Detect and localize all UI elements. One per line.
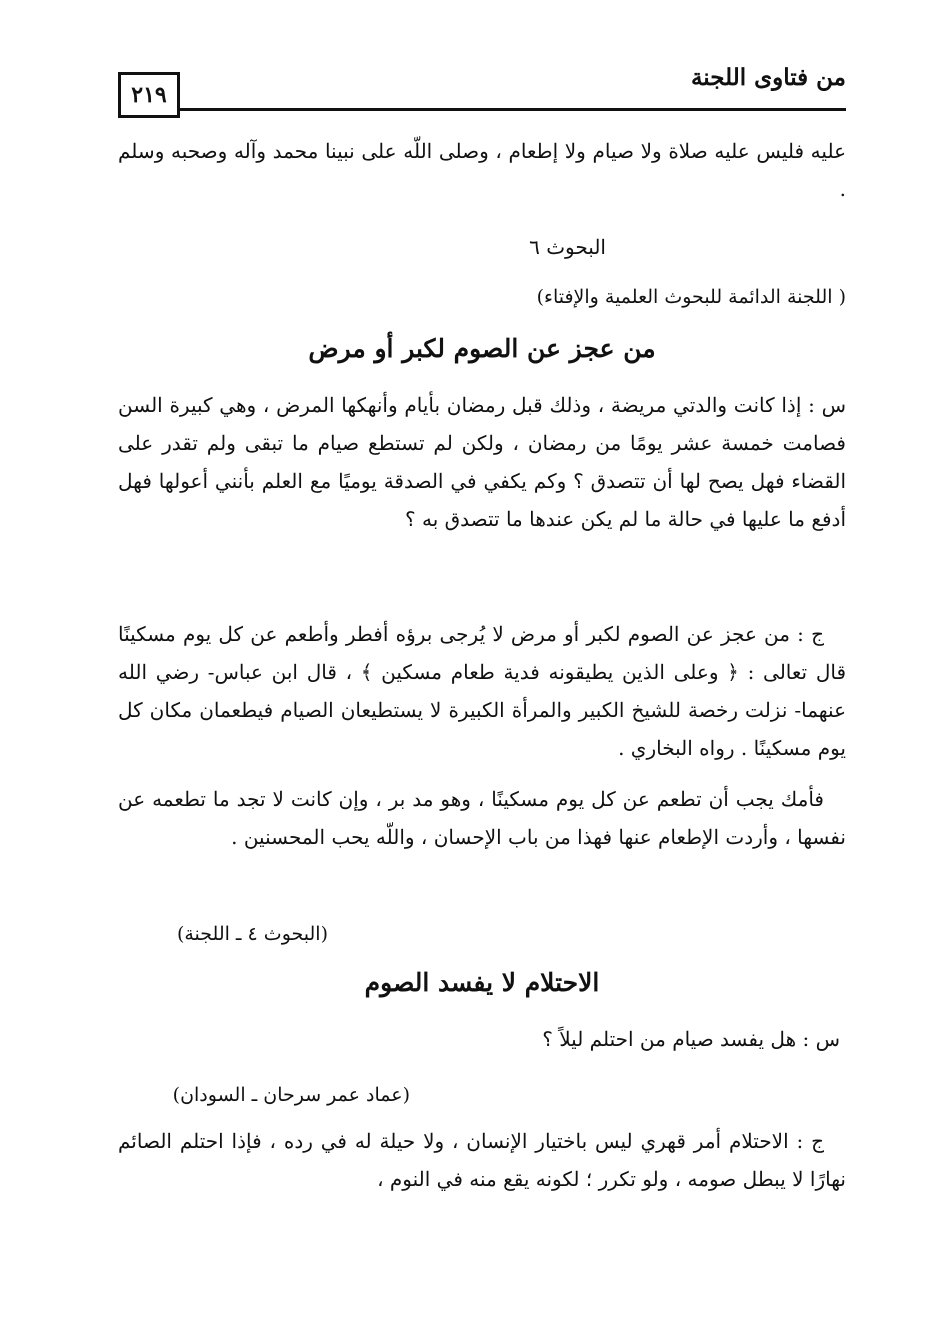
section-2-title: الاحتلام لا يفسد الصوم: [364, 968, 600, 997]
running-header-title: من فتاوى اللجنة: [690, 64, 846, 91]
section-2-source: (البحوث ٤ ـ اللجنة): [176, 923, 328, 945]
section-2-question: س : هل يفسد صيام من احتلم ليلاً ؟: [542, 1027, 840, 1051]
section-1-source: ( اللجنة الدائمة للبحوث العلمية والإفتاء): [536, 286, 846, 308]
section-1-answer: ج : من عجز عن الصوم لكبر أو مرض لا يُرجى برؤه أفطر وأطعم عن كل يوم مسكينًا قال تعالى : ﴿ وعلى الذين يطيقونه فدية طعام مسكين ﴾ ، قال ابن عباس- رضي الله عنهما- نزلت رخصة للشيخ الكبير والمرأة الكبيرة لا يستطيعان الصيام فيطعمان مكان كل يوم مسكينًا . رواه البخاري .: [118, 622, 846, 760]
header-rule: [118, 108, 846, 111]
section-1-reference: البحوث ٦: [529, 235, 606, 259]
section-1-answer-continued: فأمك يجب أن تطعم عن كل يوم مسكينًا ، وهو مد بر ، وإن كانت لا تجد ما تطعمه عن نفسها ، وأردت الإطعام عنها فهذا من باب الإحسان ، واللّه يحب المحسنين .: [118, 787, 846, 849]
intro-paragraph: عليه فليس عليه صلاة ولا صيام ولا إطعام ، وصلى اللّه على نبينا محمد وآله وصحبه وسلم .: [118, 139, 846, 201]
section-1-question: س : إذا كانت والدتي مريضة ، وذلك قبل رمضان بأيام وأنهكها المرض ، وهي كبيرة السن فصامت خمسة عشر يومًا من رمضان ، ولكن لم تستطع صيام ما تبقى ولم تقدر على القضاء فهل يصح لها أن تتصدق ؟ وكم يكفي في الصدقة يوميًا مع العلم بأنني أعولها فهل أدفع ما عليها في حالة ما لم يكن عندها ما تتصدق به ؟: [118, 393, 846, 531]
page-number-box: ٢١٩: [118, 72, 180, 118]
section-1-title: من عجز عن الصوم لكبر أو مرض: [308, 334, 656, 363]
section-2-questioner: (عماد عمر سرحان ـ السودان): [172, 1084, 410, 1106]
section-2-answer: ج : الاحتلام أمر قهري ليس باختيار الإنسان ، ولا حيلة له في رده ، فإذا احتلم الصائم نهارًا لا يبطل صومه ، ولو تكرر ؛ لكونه يقع منه في النوم ،: [118, 1129, 846, 1191]
